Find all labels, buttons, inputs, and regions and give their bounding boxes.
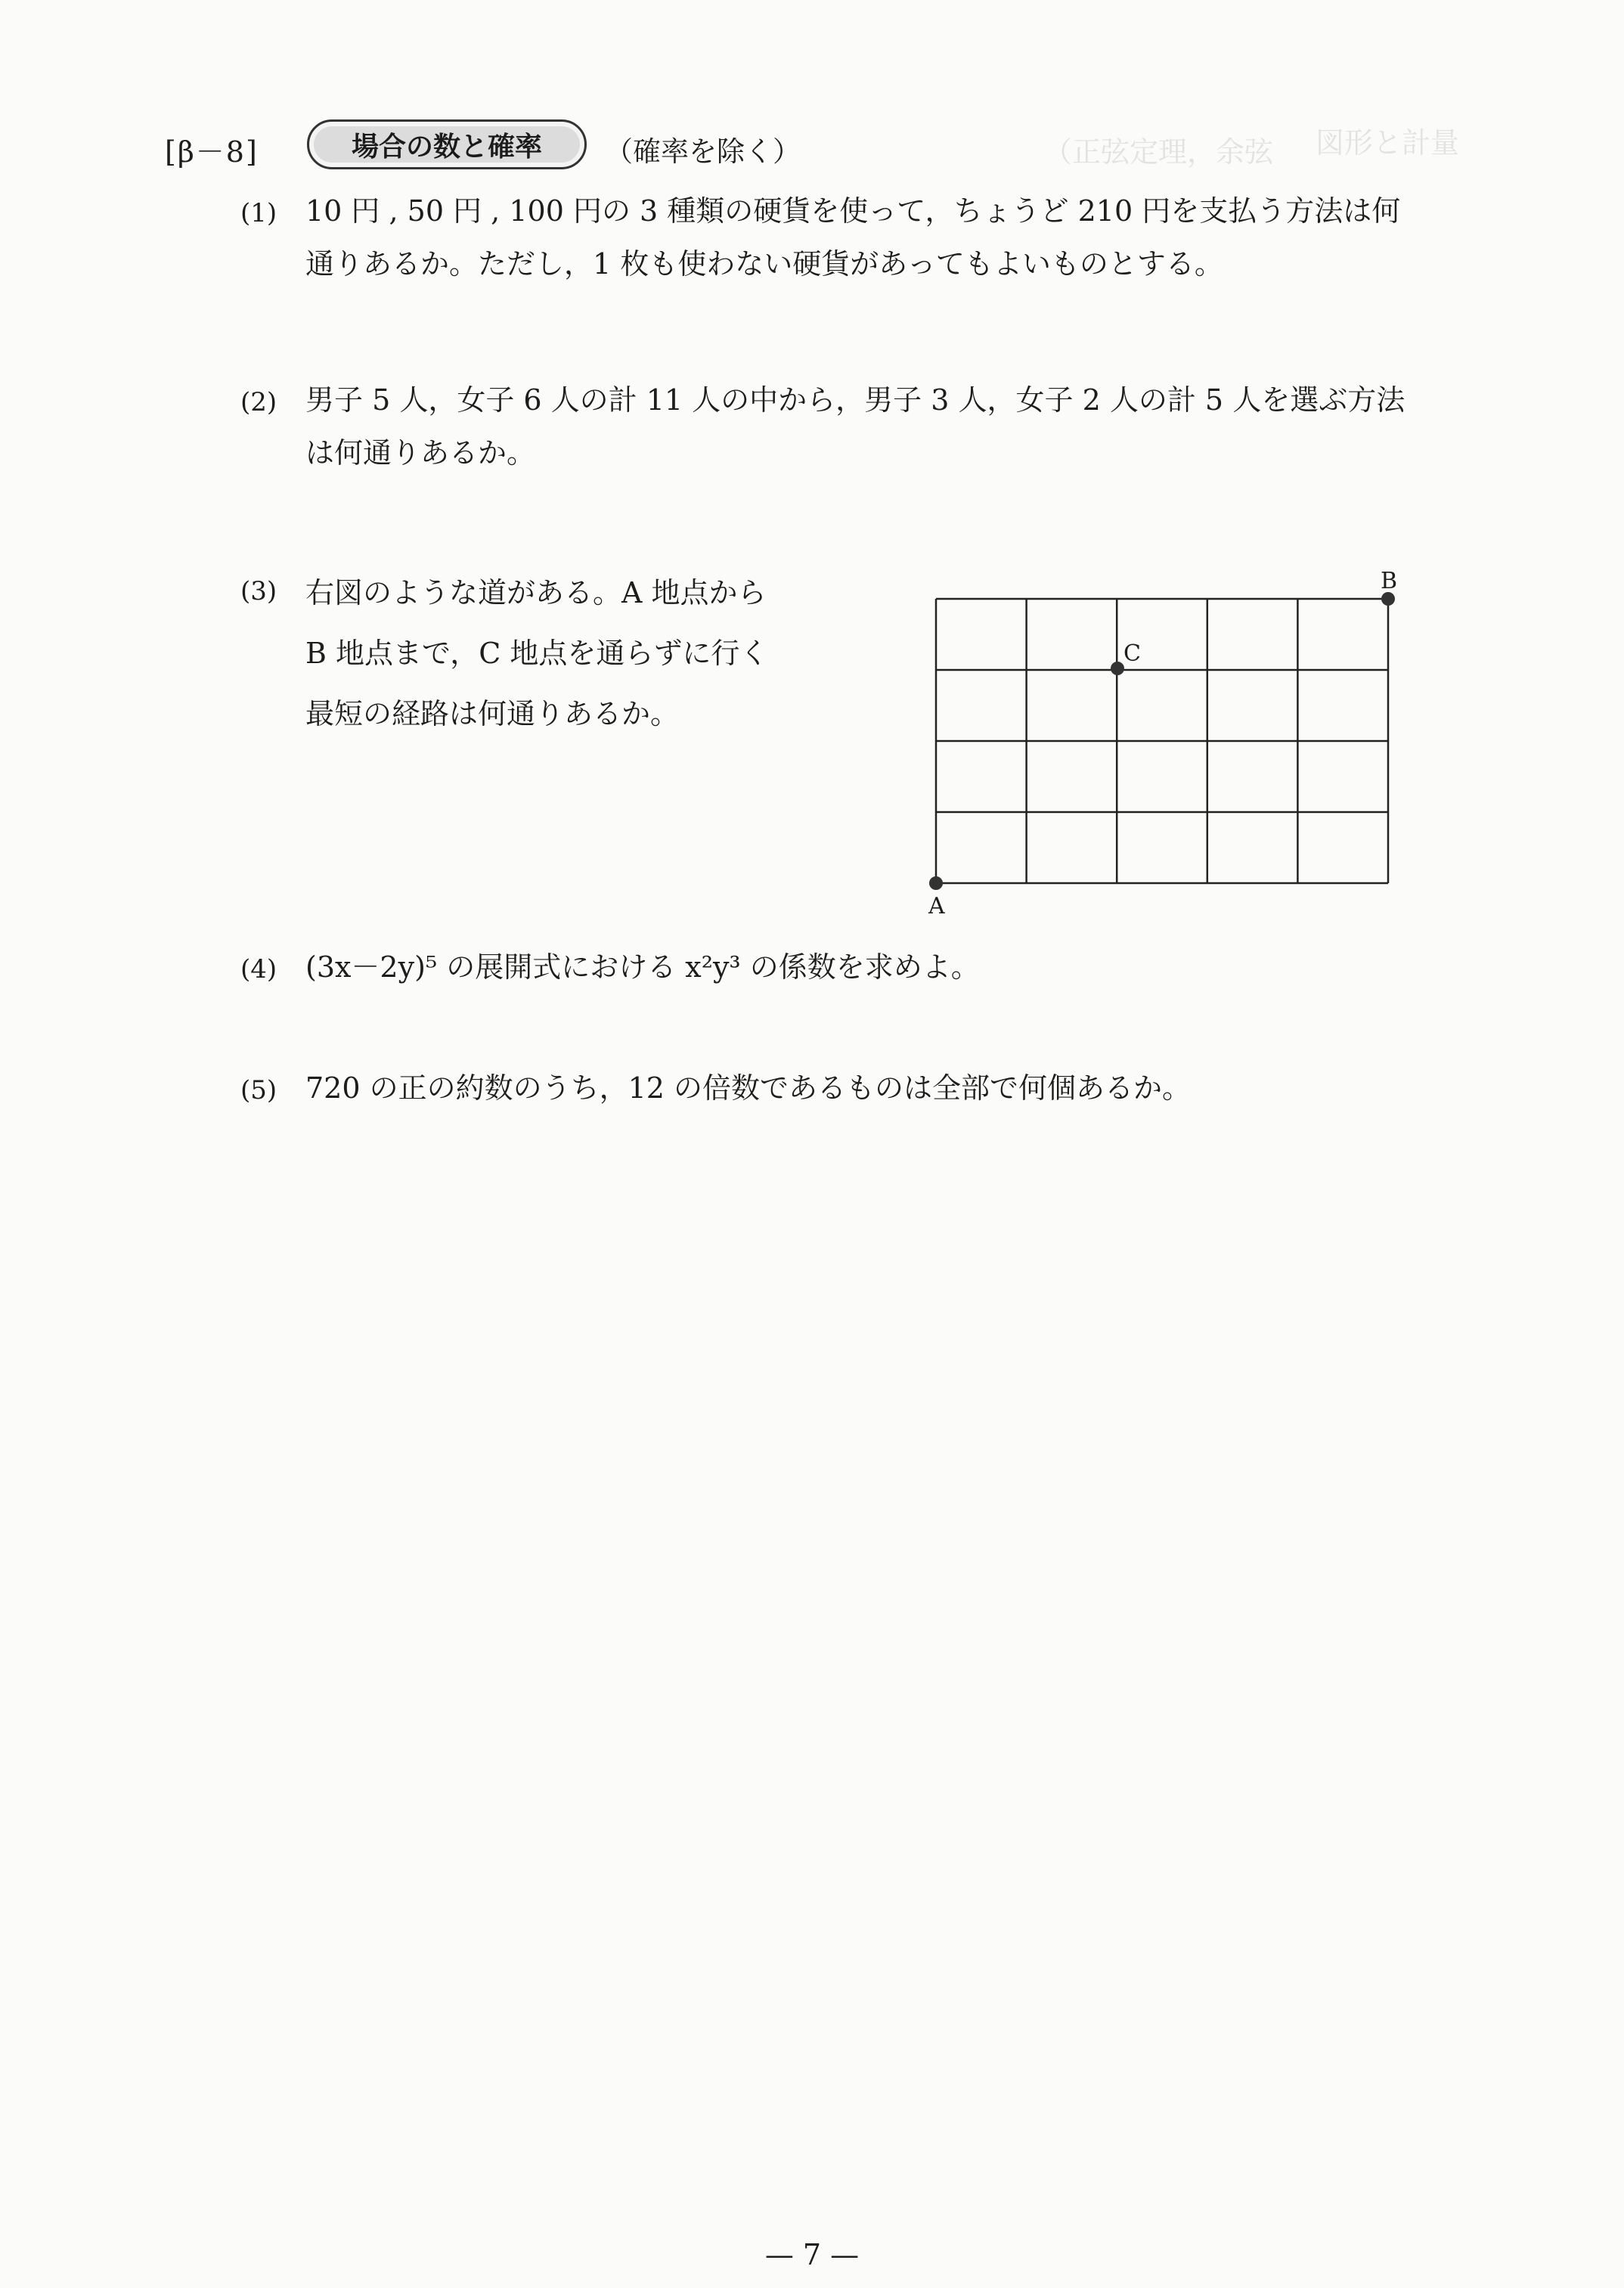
problem-5-line-1: 720 の正の約数のうち，12 の倍数であるものは全部で何個あるか。 <box>305 1071 1192 1105</box>
problem-4-number: (4) <box>240 954 277 984</box>
point-a-label: A <box>928 893 945 919</box>
problem-3-line-2: B 地点まで，C 地点を通らずに行く <box>305 637 769 670</box>
point-b-label: B <box>1381 568 1398 594</box>
problem-1-number: (1) <box>240 198 277 228</box>
bleed-through-header: （正弦定理，余弦 <box>1043 135 1274 169</box>
point-a-dot <box>929 876 943 890</box>
section-label: [β－8] <box>165 135 259 169</box>
topic-badge <box>307 119 587 169</box>
problem-5-number: (5) <box>240 1075 277 1105</box>
problem-2-text <box>305 374 1405 479</box>
point-c-dot <box>1111 662 1124 675</box>
page-number: — 7 — <box>764 2238 860 2271</box>
problem-2-number: (2) <box>240 387 277 417</box>
point-c-label: C <box>1123 640 1141 667</box>
bleed-through-label: 図形と計量 <box>1316 126 1460 160</box>
topic-note: （確率を除く） <box>605 135 801 168</box>
problem-2-line-1: 男子 5 人，女子 6 人の計 11 人の中から，男子 3 人，女子 2 人の計 5 人を選ぶ方法 <box>305 383 1406 417</box>
problem-4-line-1: (3x－2y)⁵ の展開式における x²y³ の係数を求めよ。 <box>305 950 980 984</box>
problem-5-text <box>305 1062 1191 1115</box>
problem-4-text <box>305 941 980 994</box>
problem-1-line-2: 通りあるか。ただし，1 枚も使わない硬貨があってもよいものとする。 <box>305 247 1223 281</box>
street-grid-svg <box>907 567 1406 930</box>
problem-1-line-1: 10 円 , 50 円 , 100 円の 3 種類の硬貨を使って，ちょうど 210 円を支払う方法は何 <box>305 194 1401 228</box>
problem-2-line-2: は何通りあるか。 <box>305 436 536 470</box>
problem-3-line-1: 右図のような道がある。A 地点から <box>305 576 767 609</box>
problem-1-text <box>305 184 1400 290</box>
problem-3-line-3: 最短の経路は何通りあるか。 <box>305 697 680 730</box>
street-grid-figure <box>907 567 1406 930</box>
problem-3-text <box>305 563 768 744</box>
topic-title: 場合の数と確率 <box>351 131 542 163</box>
problem-3-number: (3) <box>240 576 277 606</box>
